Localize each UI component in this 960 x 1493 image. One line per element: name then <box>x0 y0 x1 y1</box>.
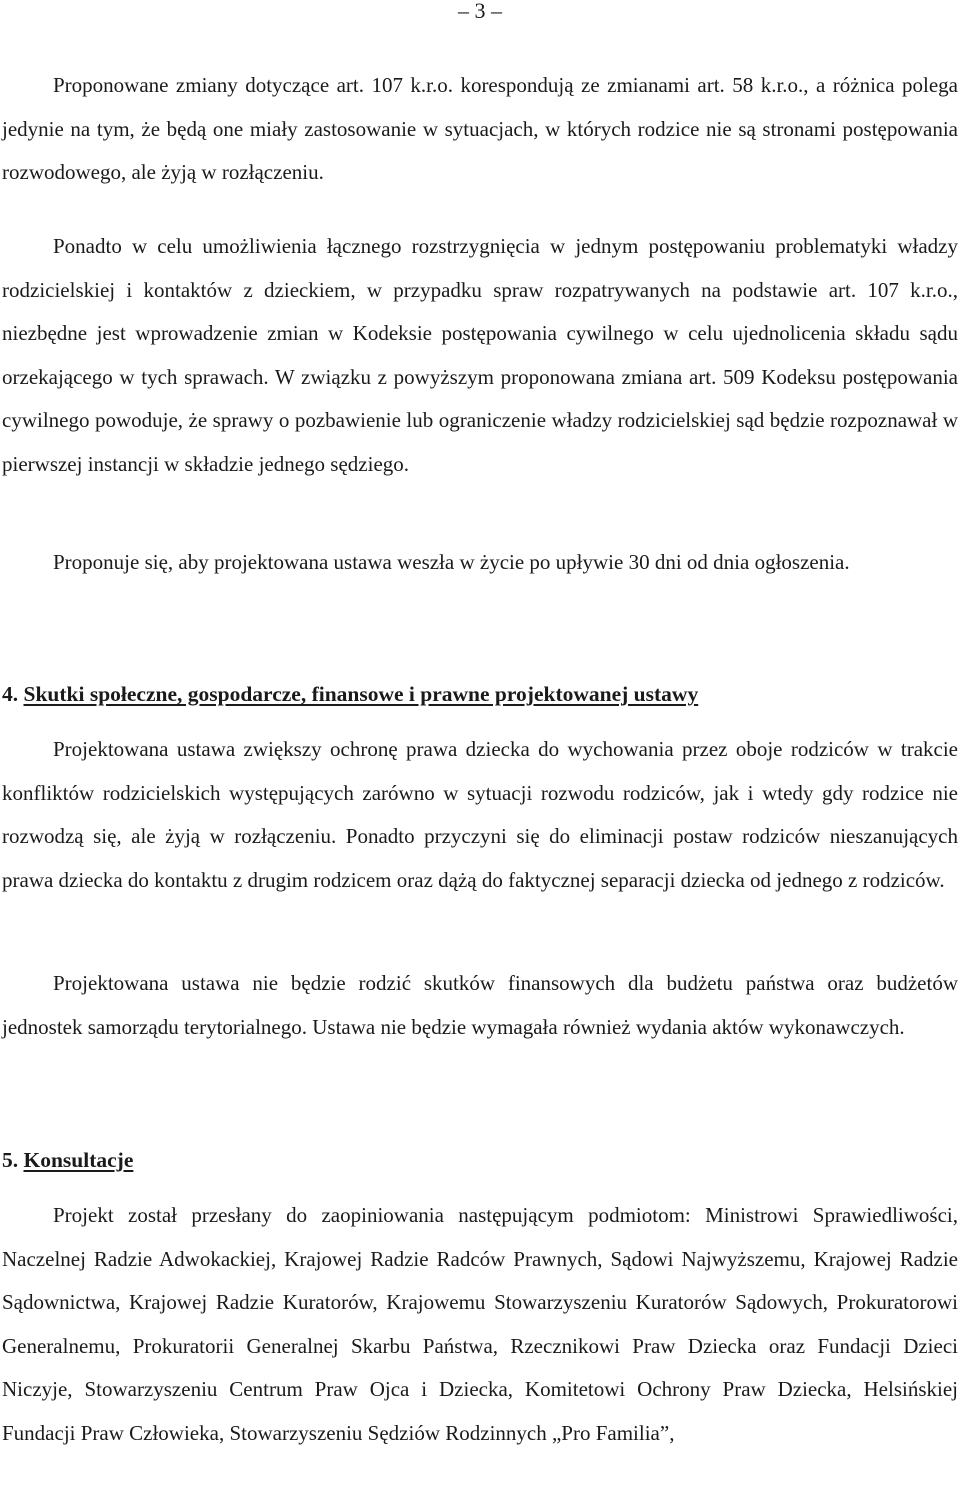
section-heading-effects <box>2 679 958 709</box>
section-title: Konsultacje <box>23 1148 134 1172</box>
paragraph-social-effects: Projektowana ustawa zwiększy ochronę prawa dziecka do wychowania przez oboje rodziców w trakcie konfliktów rodzicielskich występujących zarówno w sytuacji rozwodu rodziców, jak i wtedy gdy rodzice nie rozwodzą się, ale żyją w rozłączeniu. Ponadto przyczyni się do eliminacji postaw rodziców nieszanujących prawa dziecka do kontaktu z drugim rodzicem oraz dążą do faktycznej separacji dziecka od jednego z rodziców. <box>2 737 958 892</box>
paragraph-entry-into-force: Proponuje się, aby projektowana ustawa weszła w życie po upływie 30 dni od dnia ogłoszenia. <box>53 550 850 574</box>
section-number: 4. <box>2 682 19 706</box>
paragraph-art-107-changes: Proponowane zmiany dotyczące art. 107 k.r.o. korespondują ze zmianami art. 58 k.r.o., a różnica polega jedynie na tym, że będą one miały zastosowanie w sytuacjach, w których rodzice nie są stronami postępowania rozwodowego, ale żyją w rozłączeniu. <box>2 73 958 184</box>
section-number: 5. <box>2 1148 19 1172</box>
section-title: Skutki społeczne, gospodarcze, finansowe i prawne projektowanej ustawy <box>23 682 699 706</box>
paragraph-financial-effects: Projektowana ustawa nie będzie rodzić skutków finansowych dla budżetu państwa oraz budżetów jednostek samorządu terytorialnego. Ustawa nie będzie wymagała również wydania aktów wykonawczych. <box>2 971 958 1039</box>
page-number: – 3 – <box>458 0 502 23</box>
paragraph-court-composition: Ponadto w celu umożliwienia łącznego rozstrzygnięcia w jednym postępowaniu problematyki władzy rodzicielskiej i kontaktów z dzieckiem, w przypadku spraw rozpatrywanych na podstawie art. 107 k.r.o., niezbędne jest wprowadzenie zmian w Kodeksie postępowania cywilnego w celu ujednolicenia składu sądu orzekającego w tych sprawach. W związku z powyższym proponowana zmiana art. 509 Kodeksu postępowania cywilnego powoduje, że sprawy o pozbawienie lub ograniczenie władzy rodzicielskiej sąd będzie rozpoznawał w pierwszej instancji w składzie jednego sędziego. <box>2 234 958 476</box>
section-heading-consultations <box>2 1145 958 1175</box>
paragraph-consultation-list: Projekt został przesłany do zaopiniowania następującym podmiotom: Ministrowi Sprawiedliwości, Naczelnej Radzie Adwokackiej, Krajowej Radzie Radców Prawnych, Sądowi Najwyższemu, Krajowej Radzie Sądownictwa, Krajowej Radzie Kuratorów, Krajowemu Stowarzyszeniu Kuratorów Sądowych, Prokuratorowi Generalnemu, Prokuratorii Generalnej Skarbu Państwa, Rzecznikowi Praw Dziecka oraz Fundacji Dzieci Niczyje, Stowarzyszeniu Centrum Praw Ojca i Dziecka, Komitetowi Ochrony Praw Dziecka, Helsińskiej Fundacji Praw Człowieka, Stowarzyszeniu Sędziów Rodzinnych „Pro Familia”, <box>2 1203 958 1445</box>
